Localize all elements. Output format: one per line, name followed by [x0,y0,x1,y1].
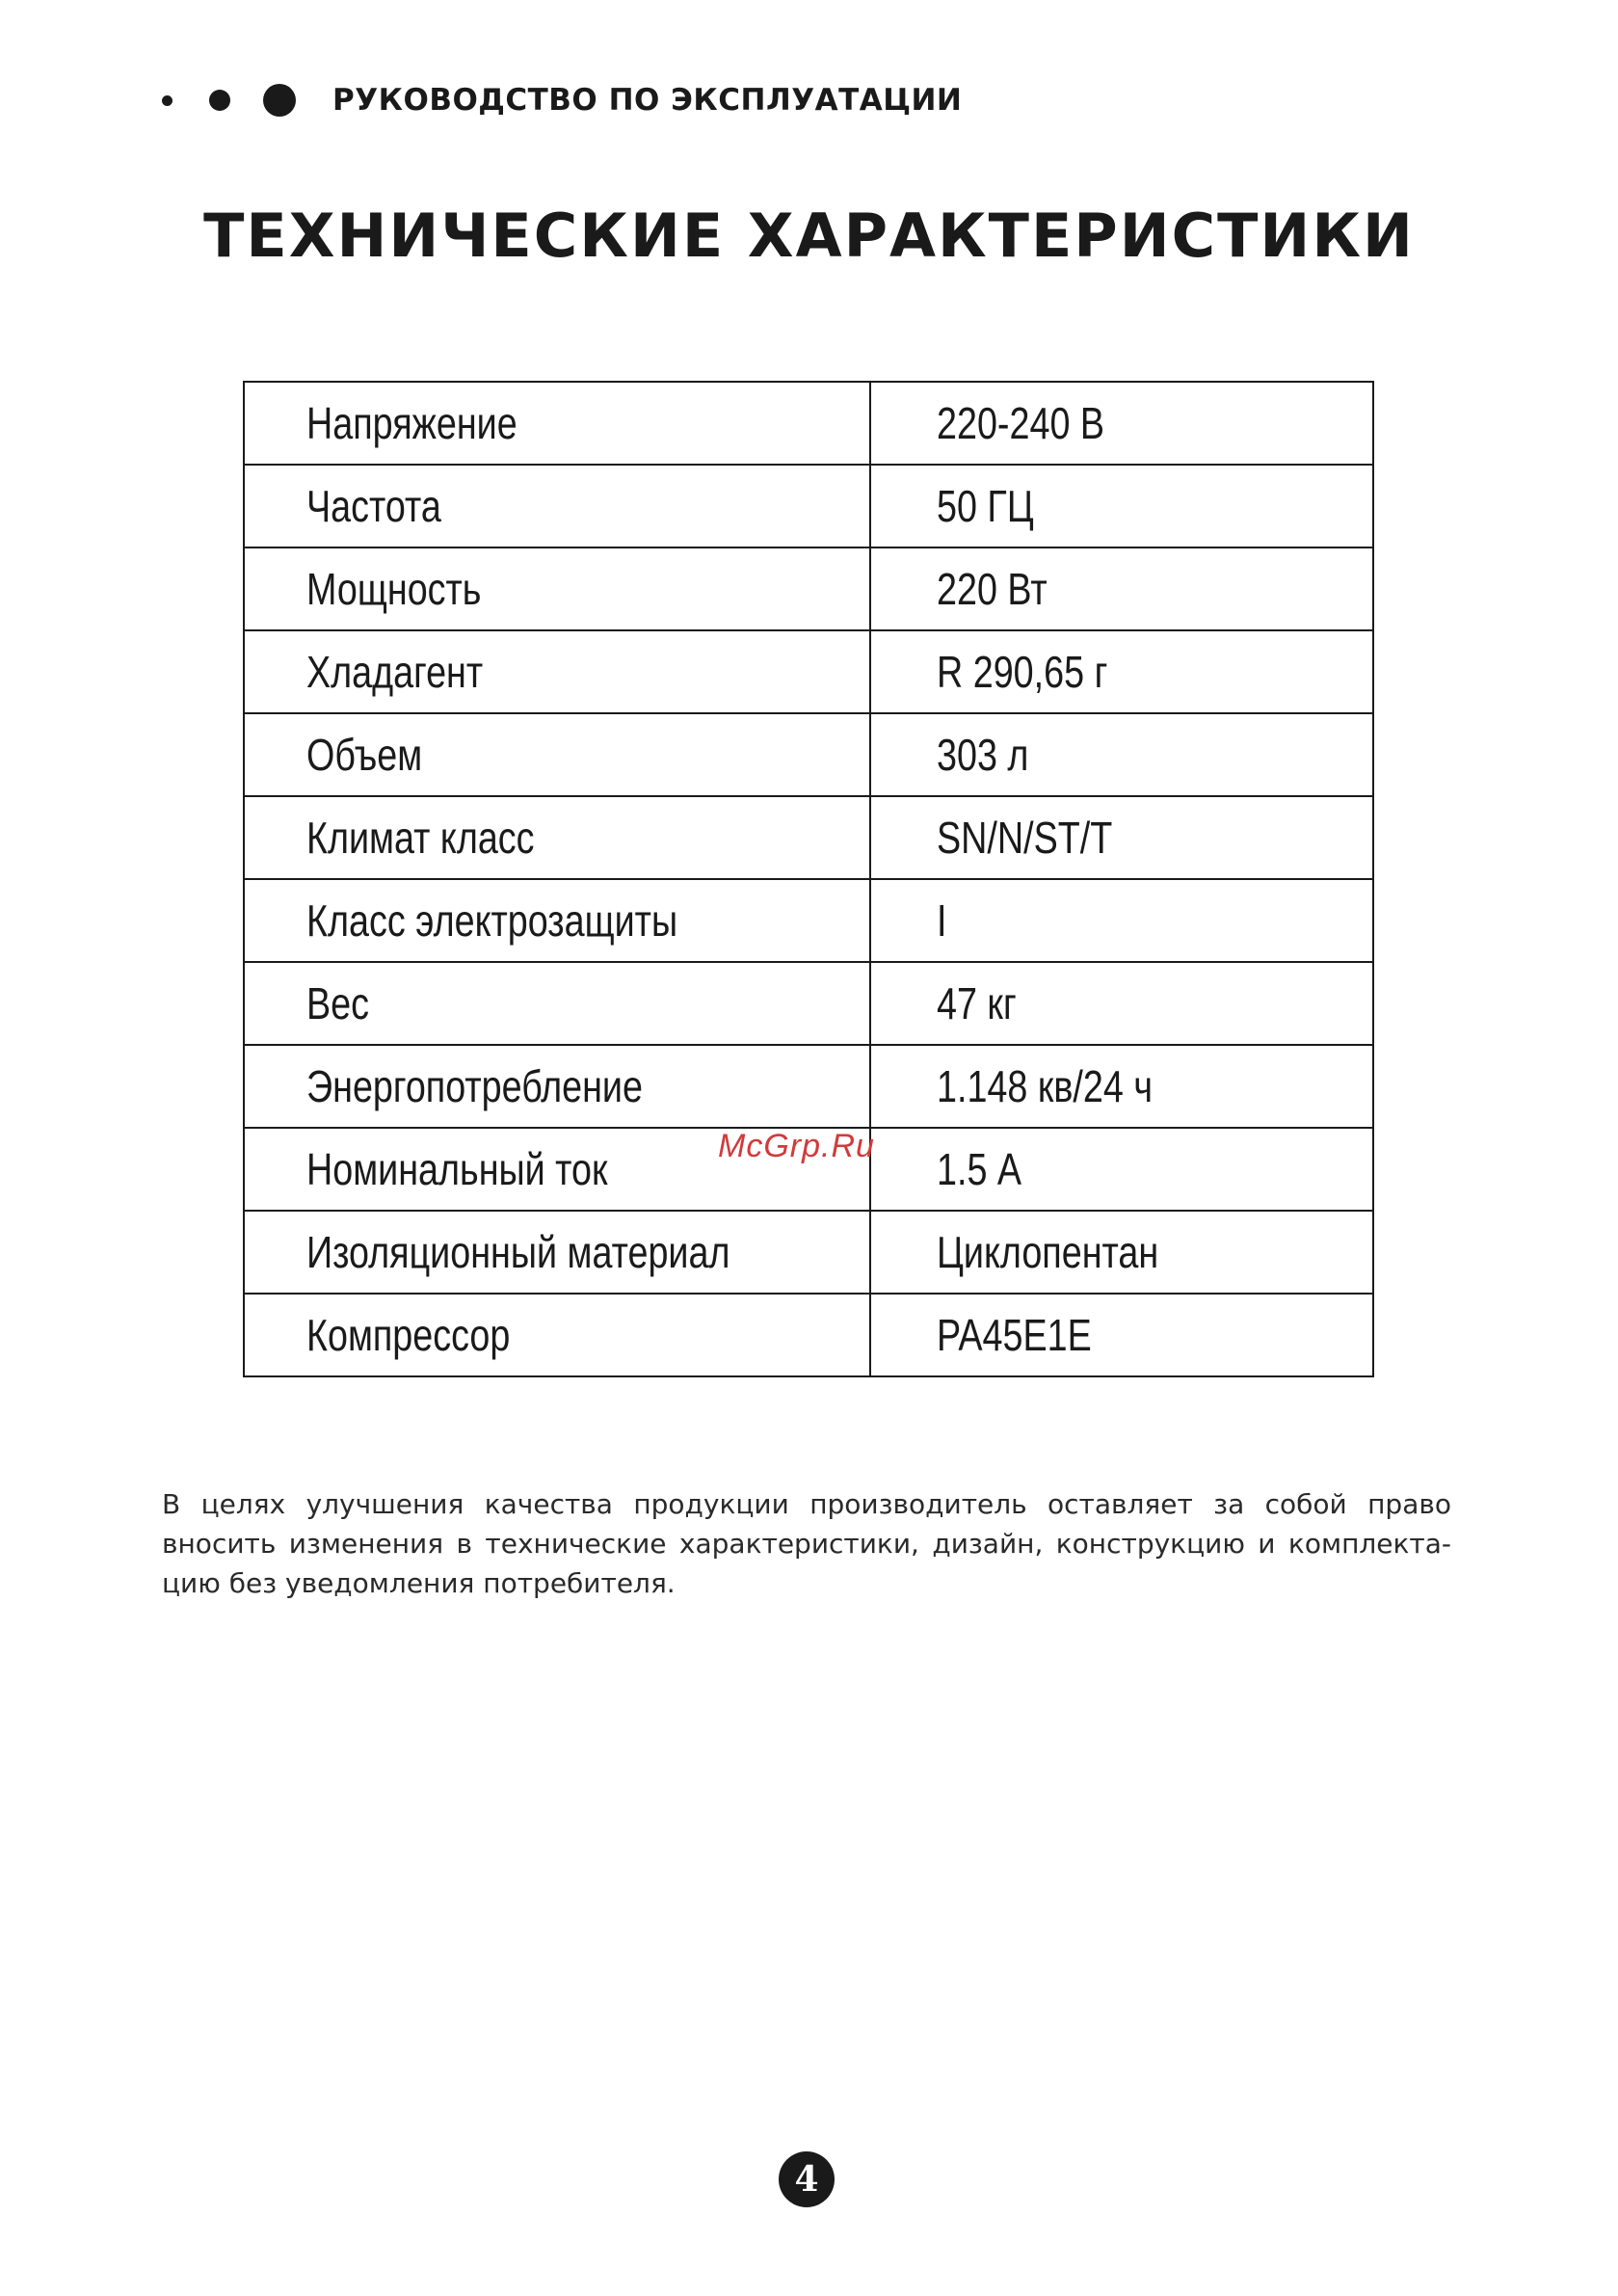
table-row [244,713,1373,796]
spec-label: Климат класс [244,796,870,879]
spec-value: 220-240 В [870,382,1373,465]
spec-value: PA45E1E [870,1294,1373,1376]
spec-label: Компрессор [244,1294,870,1376]
table-row [244,796,1373,879]
disclaimer-note: В целях улучшения качества продукции производитель оставляет за собой право вносить изменения в технические характеристики, дизайн, конструкцию и комплекта-цию без уведомления потребителя. [162,1488,1451,1599]
spec-label: Объем [244,713,870,796]
header-title: РУКОВОДСТВО ПО ЭКСПЛУАТАЦИИ [332,83,963,118]
bullet-dot-medium-icon [209,90,230,111]
spec-value: 1.148 кв/24 ч [870,1045,1373,1128]
spec-value: 220 Вт [870,547,1373,630]
spec-label: Напряжение [244,382,870,465]
spec-value: 47 кг [870,962,1373,1045]
spec-value: 50 ГЦ [870,465,1373,547]
specs-table [243,381,1374,1377]
bullet-dot-small-icon [162,95,172,106]
spec-label: Мощность [244,547,870,630]
page-number: 4 [779,2151,835,2207]
table-row [244,630,1373,713]
spec-value: 303 л [870,713,1373,796]
table-row [244,1211,1373,1294]
spec-value: I [870,879,1373,962]
page-title: ТЕХНИЧЕСКИЕ ХАРАКТЕРИСТИКИ [203,200,1415,271]
watermark: McGrp.Ru [718,1128,875,1164]
table-row [244,962,1373,1045]
spec-label: Изоляционный материал [244,1211,870,1294]
spec-label: Вес [244,962,870,1045]
spec-value: Циклопентан [870,1211,1373,1294]
spec-value: 1.5 А [870,1128,1373,1211]
table-row [244,879,1373,962]
spec-value: SN/N/ST/T [870,796,1373,879]
spec-label: Энергопотребление [244,1045,870,1128]
bullet-dot-large-icon [263,84,296,117]
page-header [162,79,962,121]
table-row [244,382,1373,465]
spec-label: Хладагент [244,630,870,713]
spec-label: Номинальный ток [244,1128,870,1211]
spec-label: Частота [244,465,870,547]
table-row [244,1045,1373,1128]
spec-label: Класс электрозащиты [244,879,870,962]
table-row [244,1294,1373,1376]
table-row [244,465,1373,547]
table-row [244,547,1373,630]
spec-value: R 290,65 г [870,630,1373,713]
